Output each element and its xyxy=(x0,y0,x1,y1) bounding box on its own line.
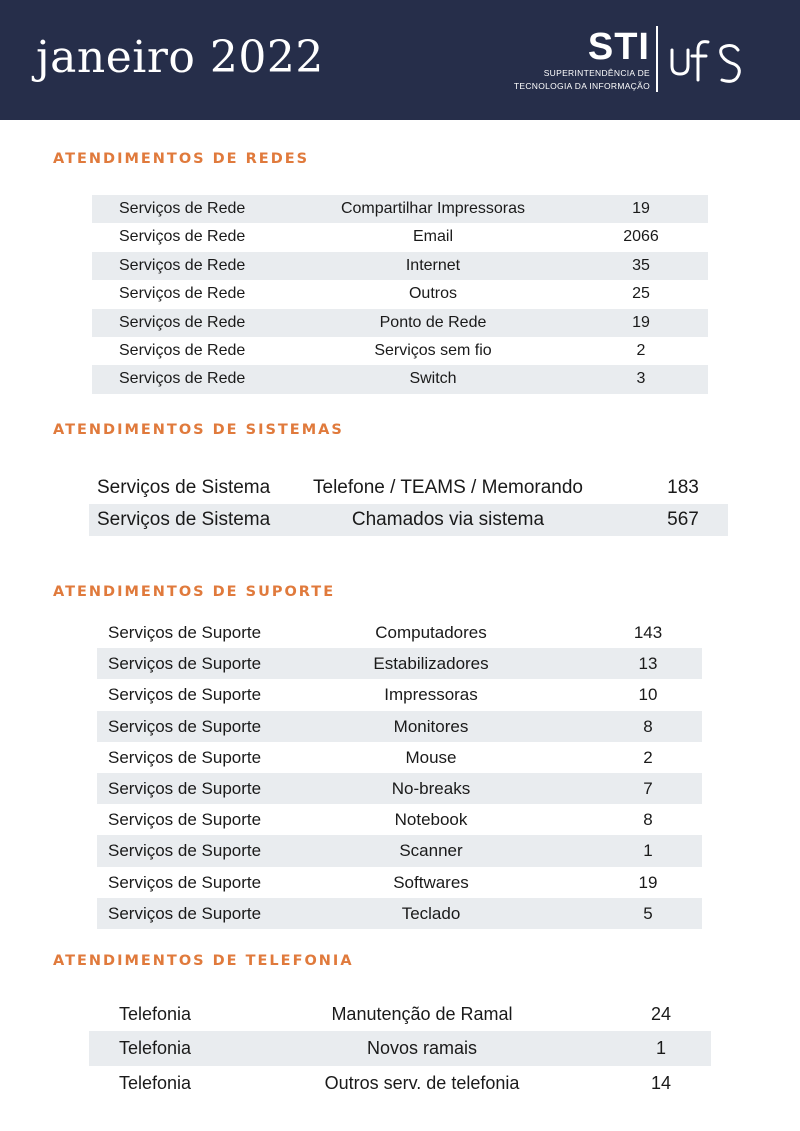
row-category: Serviços de Sistema xyxy=(97,477,271,498)
row-count: 1 xyxy=(655,1038,666,1059)
table-row xyxy=(92,337,708,365)
header-banner xyxy=(0,0,800,120)
row-category: Serviços de Rede xyxy=(119,370,246,388)
table-row xyxy=(89,1031,711,1065)
sti-subtitle-line2: TECNOLOGIA DA INFORMAÇÃO xyxy=(513,81,650,91)
row-service: Teclado xyxy=(401,903,461,923)
row-category: Serviços de Suporte xyxy=(108,716,262,736)
row-service: Mouse xyxy=(405,747,457,767)
row-category: Serviços de Rede xyxy=(119,256,246,274)
row-count: 1 xyxy=(643,841,653,861)
table-row xyxy=(97,898,702,929)
row-count: 14 xyxy=(650,1072,672,1093)
row-count: 7 xyxy=(643,779,653,798)
row-count: 10 xyxy=(638,685,658,705)
section-title-suporte: ATENDIMENTOS DE SUPORTE xyxy=(53,584,336,600)
row-category: Serviços de Rede xyxy=(119,228,246,246)
row-service: Switch xyxy=(409,370,457,388)
row-service: Scanner xyxy=(399,841,463,861)
ufs-logo-icon xyxy=(668,36,748,92)
table-redes xyxy=(92,195,708,394)
row-count: 19 xyxy=(638,872,658,892)
row-category: Serviços de Rede xyxy=(119,200,246,217)
table-row xyxy=(97,617,702,648)
table-suporte xyxy=(97,617,702,929)
row-count: 19 xyxy=(632,200,650,217)
table-row xyxy=(97,804,702,835)
row-count: 143 xyxy=(633,623,663,642)
row-category: Serviços de Suporte xyxy=(108,654,262,674)
row-count: 8 xyxy=(643,716,653,736)
row-service: Email xyxy=(412,228,453,246)
sti-subtitle-line1: SUPERINTENDÊNCIA DE xyxy=(543,68,650,78)
row-count: 35 xyxy=(632,256,650,274)
table-row xyxy=(89,472,728,504)
table-row xyxy=(89,504,728,536)
row-category: Serviços de Suporte xyxy=(108,872,262,892)
row-service: Compartilhar Impressoras xyxy=(340,200,526,217)
sti-wordmark xyxy=(514,28,650,92)
table-row xyxy=(89,1066,711,1100)
row-service: Ponto de Rede xyxy=(379,313,487,331)
row-service: Monitores xyxy=(393,716,469,736)
table-telefonia xyxy=(89,997,711,1100)
row-category: Serviços de Suporte xyxy=(108,779,262,798)
row-count: 5 xyxy=(643,903,653,923)
row-count: 2066 xyxy=(623,228,659,246)
row-service: Manutenção de Ramal xyxy=(331,1004,513,1024)
table-row xyxy=(97,711,702,742)
row-service: Serviços sem fio xyxy=(374,342,492,359)
row-count: 3 xyxy=(636,370,646,388)
row-count: 8 xyxy=(643,810,653,830)
row-category: Telefonia xyxy=(119,1004,192,1024)
table-row xyxy=(97,867,702,898)
table-row xyxy=(92,280,708,308)
row-category: Serviços de Rede xyxy=(119,342,246,359)
row-service: Telefone / TEAMS / Memorando xyxy=(313,477,583,498)
row-category: Telefonia xyxy=(119,1038,192,1059)
table-row xyxy=(92,195,708,223)
table-row xyxy=(92,365,708,393)
row-service: Outros xyxy=(408,285,457,303)
row-category: Serviços de Rede xyxy=(119,285,246,303)
table-row xyxy=(97,679,702,710)
row-category: Serviços de Suporte xyxy=(108,903,262,923)
row-category: Serviços de Rede xyxy=(119,313,246,331)
row-service: Impressoras xyxy=(384,685,478,705)
section-title-sistemas: ATENDIMENTOS DE SISTEMAS xyxy=(53,422,344,438)
table-sistemas xyxy=(89,472,728,536)
row-count: 567 xyxy=(667,509,699,530)
page-title: janeiro 2022 xyxy=(36,32,324,83)
table-row xyxy=(92,252,708,280)
row-count: 19 xyxy=(632,313,650,331)
row-service: No-breaks xyxy=(391,779,471,798)
row-category: Serviços de Suporte xyxy=(108,841,262,861)
row-count: 25 xyxy=(632,285,650,303)
row-service: Internet xyxy=(405,256,461,274)
row-category: Serviços de Suporte xyxy=(108,810,262,830)
row-category: Serviços de Suporte xyxy=(108,685,262,705)
row-category: Serviços de Suporte xyxy=(108,747,262,767)
section-title-redes: ATENDIMENTOS DE REDES xyxy=(53,151,310,167)
table-row xyxy=(97,648,702,679)
table-row xyxy=(97,773,702,804)
row-category: Serviços de Sistema xyxy=(97,509,271,530)
row-service: Chamados via sistema xyxy=(351,509,545,530)
row-count: 183 xyxy=(667,477,699,498)
table-row xyxy=(89,997,711,1031)
row-service: Estabilizadores xyxy=(373,654,489,674)
row-category: Serviços de Suporte xyxy=(108,623,262,642)
sti-title: STI xyxy=(587,26,650,68)
section-title-telefonia: ATENDIMENTOS DE TELEFONIA xyxy=(53,953,354,969)
row-service: Notebook xyxy=(394,810,468,830)
row-service: Softwares xyxy=(393,872,469,892)
row-category: Telefonia xyxy=(119,1072,192,1093)
row-service: Computadores xyxy=(375,623,487,642)
row-service: Novos ramais xyxy=(366,1038,478,1059)
table-row xyxy=(97,742,702,773)
logo-divider xyxy=(656,26,658,92)
row-count: 13 xyxy=(638,654,658,674)
row-count: 24 xyxy=(650,1004,672,1024)
row-service: Outros serv. de telefonia xyxy=(324,1072,520,1093)
table-row xyxy=(92,223,708,251)
table-row xyxy=(97,835,702,866)
row-count: 2 xyxy=(643,747,653,767)
table-row xyxy=(92,309,708,337)
row-count: 2 xyxy=(636,342,646,359)
